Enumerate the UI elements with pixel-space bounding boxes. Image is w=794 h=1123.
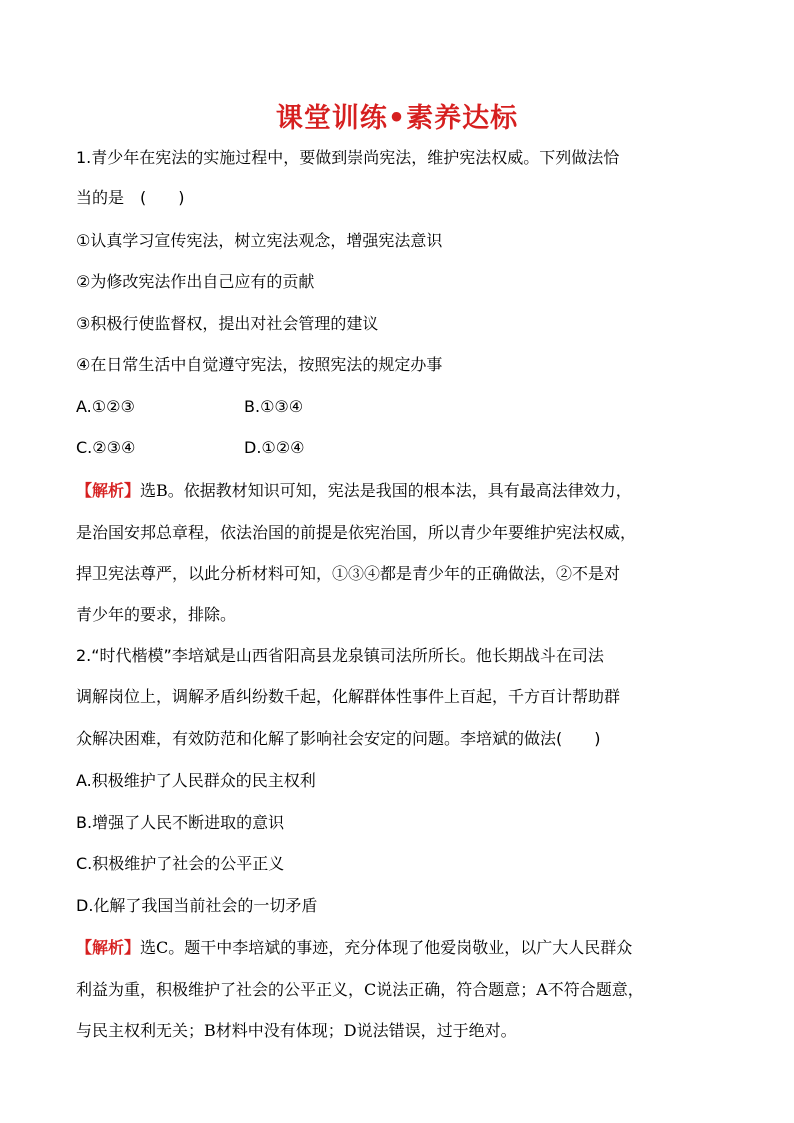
q1-stem-line-1: 1.青少年在宪法的实施过程中，要做到崇尚宪法，维护宪法权威。下列做法恰 — [76, 148, 620, 167]
q2-option-b: B.增强了人民不断进取的意识 — [76, 813, 285, 832]
q2-stem-line-2: 调解岗位上，调解矛盾纠纷数千起，化解群体性事件上百起，千方百计帮助群 — [76, 687, 621, 706]
q1-analysis-line-1 — [76, 480, 632, 502]
q2-option-c: C.积极维护了社会的公平正义 — [76, 854, 285, 873]
q1-analysis-line-2: 是治国安邦总章程，依法治国的前提是依宪治国，所以青少年要维护宪法权威， — [76, 523, 637, 542]
q2-analysis-line-3: 与民主权利无关；B材料中没有体现；D说法错误，过于绝对。 — [76, 1021, 517, 1040]
q1-stem-line-2: 当的是 ( ) — [76, 188, 185, 207]
q1-item-4: ④在日常生活中自觉遵守宪法，按照宪法的规定办事 — [76, 355, 443, 374]
q1-option-c: C.②③④ — [76, 438, 136, 457]
q2-option-a: A.积极维护了人民群众的民主权利 — [76, 771, 316, 790]
q2-stem-line-3: 众解决困难，有效防范和化解了影响社会安定的问题。李培斌的做法( ) — [76, 729, 601, 748]
q1-item-3: ③积极行使监督权，提出对社会管理的建议 — [76, 314, 379, 333]
q2-stem-line-1: 2.“时代楷模”李培斌是山西省阳高县龙泉镇司法所所长。他长期战斗在司法 — [76, 646, 604, 665]
q2-analysis-tag: 【解析】 — [76, 938, 141, 957]
q1-item-2: ②为修改宪法作出自己应有的贡献 — [76, 272, 315, 291]
q1-analysis-text-1: 选B。依据教材知识可知，宪法是我国的根本法，具有最高法律效力， — [140, 481, 632, 500]
page-title: 课堂训练•素养达标 — [275, 103, 519, 134]
q1-analysis-tag: 【解析】 — [76, 481, 141, 500]
q2-analysis-text-1: 选C。题干中李培斌的事迹，充分体现了他爱岗敬业，以广大人民群众 — [140, 938, 633, 957]
q1-analysis-line-3: 捍卫宪法尊严，以此分析材料可知，①③④都是青少年的正确做法，②不是对 — [76, 564, 621, 583]
q1-option-d: D.①②④ — [244, 438, 305, 457]
q1-option-a: A.①②③ — [76, 397, 135, 416]
q1-analysis-line-4: 青少年的要求，排除。 — [76, 605, 237, 624]
q2-option-d: D.化解了我国当前社会的一切矛盾 — [76, 896, 318, 915]
q2-analysis-line-2: 利益为重，积极维护了社会的公平正义，C说法正确，符合题意；A不符合题意， — [76, 980, 644, 999]
q2-analysis-line-1 — [76, 937, 632, 959]
q1-item-1: ①认真学习宣传宪法，树立宪法观念，增强宪法意识 — [76, 231, 443, 250]
q1-option-b: B.①③④ — [244, 397, 304, 416]
